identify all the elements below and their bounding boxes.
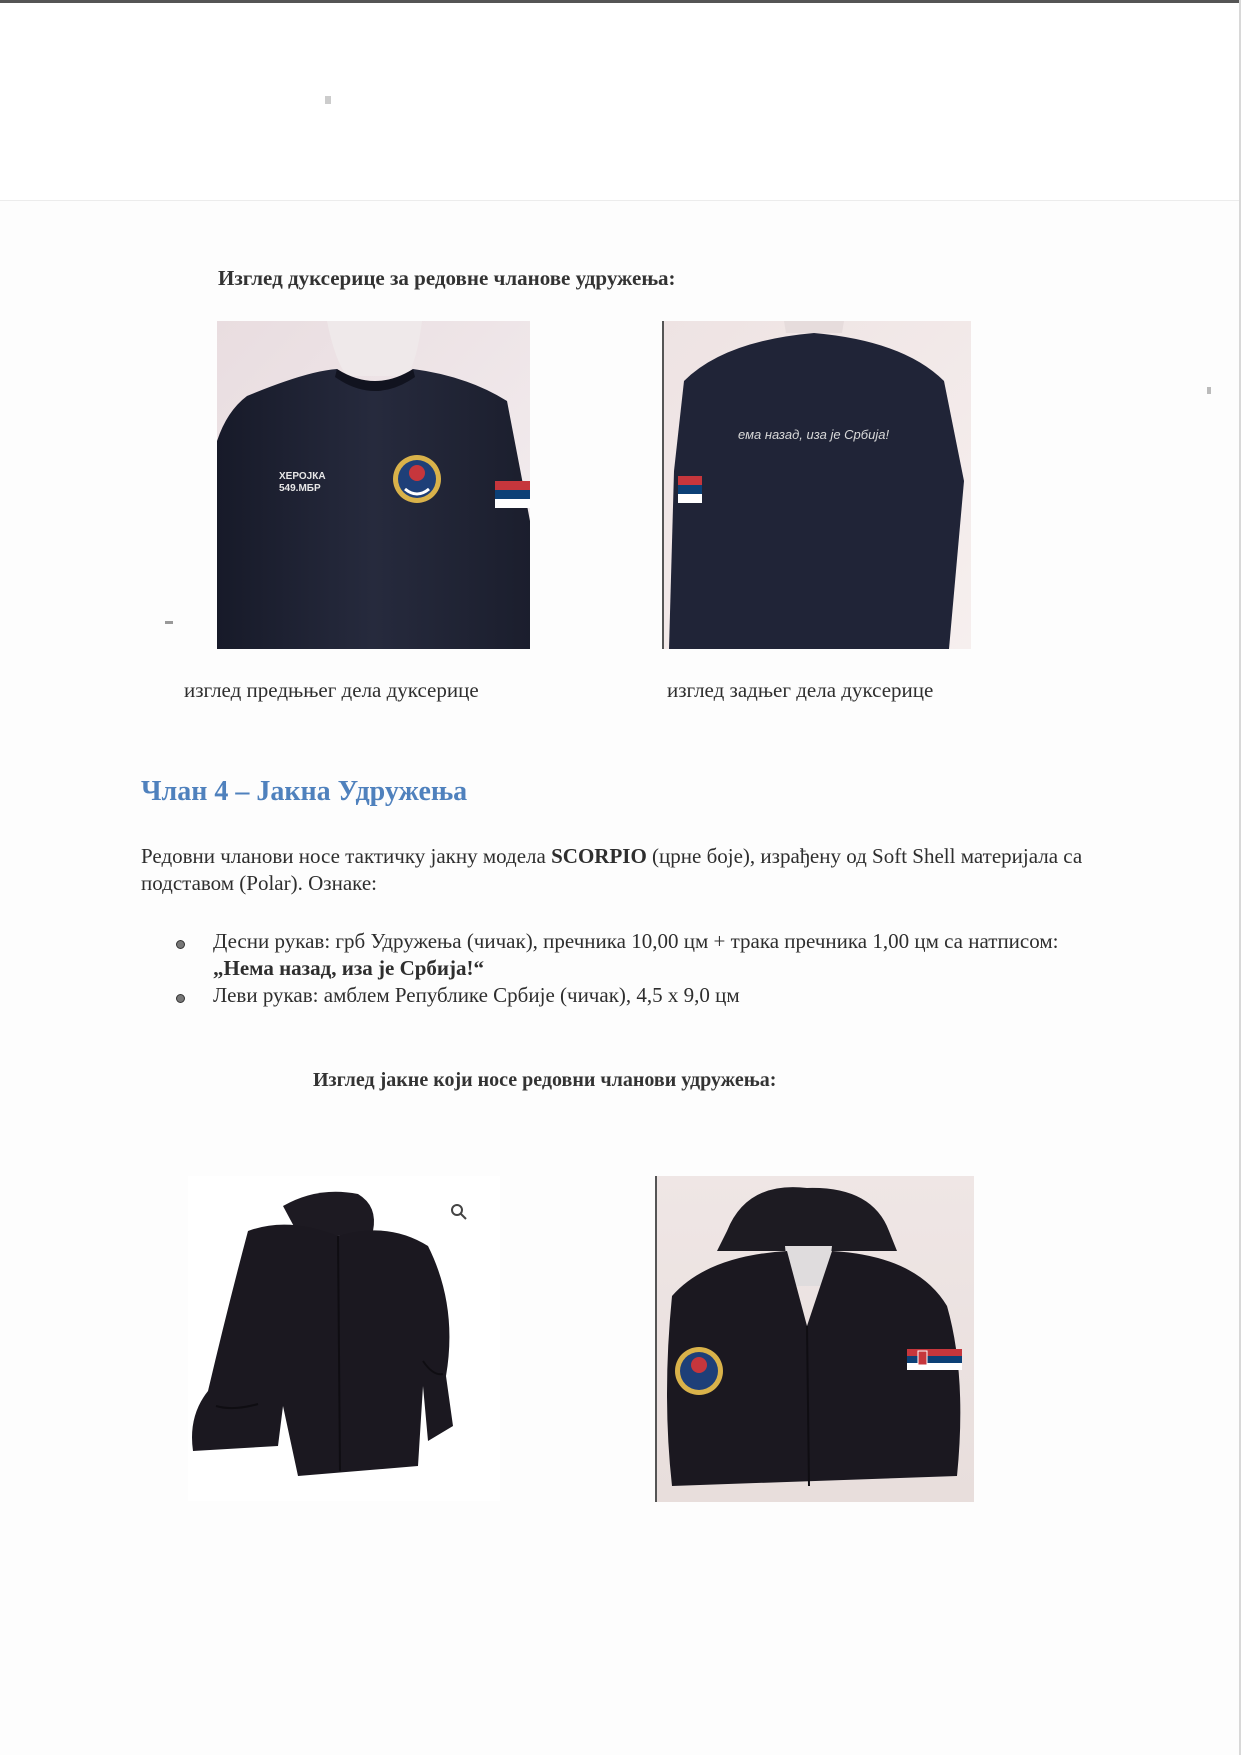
back-print-text: ема назад, иза је Србија!	[738, 427, 890, 442]
sweatshirt-back-caption: изглед задњег дела дуксерице	[667, 678, 934, 702]
serbian-flag-patch	[495, 481, 530, 508]
model-name: SCORPIO	[551, 844, 647, 868]
list-item	[213, 982, 1103, 1009]
article-4-title: Члан 4 – Јакна Удружења	[141, 776, 468, 807]
association-emblem-patch	[675, 1347, 723, 1395]
sweatshirt-front-caption: изглед предњњег дела дуксерице	[184, 678, 479, 702]
scan-speck	[325, 96, 331, 104]
serbian-flag-patch	[678, 476, 702, 503]
scan-speck	[1207, 387, 1211, 394]
bullet-icon	[176, 940, 185, 949]
jacket-section-heading: Изглед јакне који носе редовни чланови удружења:	[313, 1069, 777, 1091]
svg-text:ХЕРОЈКА: ХЕРОЈКА	[279, 471, 326, 482]
blank-header-area	[0, 3, 1241, 201]
sweatshirt-section-heading: Изглед дуксерице за редовне чланове удружења:	[218, 266, 676, 290]
bullet-icon	[176, 994, 185, 1003]
article-paragraph	[141, 843, 1101, 897]
chest-text	[279, 471, 326, 494]
paragraph-text-start: Редовни чланови носе тактичку јакну модела	[141, 844, 552, 868]
motto-text: „Нема назад, иза је Србија!“	[213, 956, 485, 980]
paragraph-text-end: (црне боје), израђену од Soft Shell материјала са подставом (Polar). Ознаке:	[141, 844, 1083, 895]
jacket-mannequin-photo	[655, 1176, 974, 1502]
right-sleeve-text: Десни рукав: грб Удружења (чичак), пречника 10,00 цм + трака пречника 1,00 цм са натписом:	[213, 929, 1059, 953]
scan-speck	[165, 621, 173, 624]
sweatshirt-front-photo	[217, 321, 530, 649]
association-emblem-patch	[393, 455, 441, 503]
sweatshirt-back-photo	[662, 321, 971, 649]
svg-text:549.МБР: 549.МБР	[279, 483, 321, 494]
list-item	[213, 928, 1103, 982]
jacket-catalog-photo	[188, 1176, 500, 1501]
left-sleeve-text: Леви рукав: амблем Републике Србије (чичак), 4,5 х 9,0 цм	[213, 983, 740, 1007]
markings-list	[213, 928, 1103, 1009]
serbian-flag-patch	[907, 1349, 962, 1370]
